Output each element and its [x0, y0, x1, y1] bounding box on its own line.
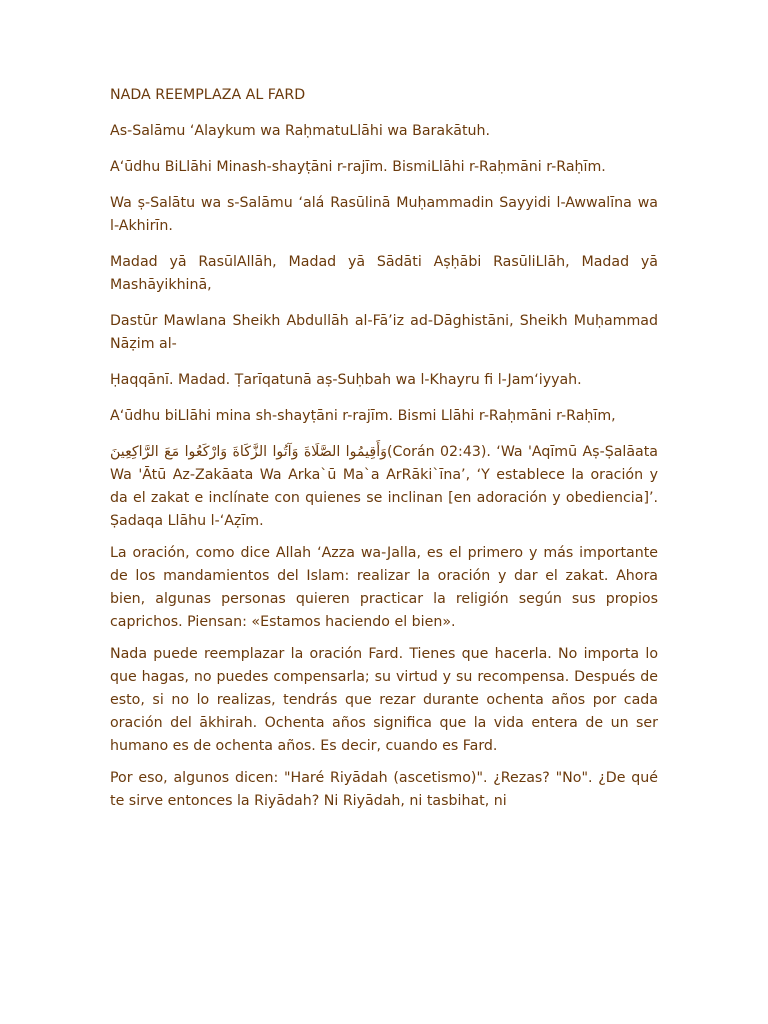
body-paragraph: Por eso, algunos dicen: "Haré Riyādah (ascetismo)". ¿Rezas? "No". ¿De qué te sirve entonces la Riyādah? Ni Riyādah, ni tasbihat, ni [110, 770, 658, 809]
body-paragraph: Nada puede reemplazar la oración Fard. Tienes que hacerla. No importa lo que hagas, no puedes compensarla; su virtud y su recompensa. Después de esto, si no lo realizas, tendrás que rezar durante ochenta años por cada oración del ākhirah. Ochenta años significa que la vida entera de un ser humano es de ochenta años. Es decir, cuando es Fard. [110, 646, 658, 754]
madad-paragraph: Madad yā RasūlAllāh, Madad yā Sādāti Aṣḥābi RasūliLlāh, Madad yā Mashāyikhinā, [110, 254, 658, 293]
greeting-paragraph: As-Salāmu ‘Alaykum wa RaḥmatuLlāhi wa Barakātuh. [110, 123, 491, 139]
body-paragraph: La oración, como dice Allah ‘Azza wa-Jalla, es el primero y más importante de los mandamientos del Islam: realizar la oración y dar el zakat. Ahora bien, algunas personas quieren practicar la religión según sus propios caprichos. Piensan: «Estamos haciendo el bien». [110, 545, 658, 630]
tariqa-paragraph: Ḥaqqānī. Madad. Ṭarīqatunā aṣ-Suḥbah wa l-Khayru fi l-Jam‘iyyah. [110, 372, 582, 388]
taawwudh-paragraph: A‘ūdhu BiLlāhi Minash-shayṭāni r-rajīm. BismiLlāhi r-Raḥmāni r-Raḥīm. [110, 159, 606, 175]
quran-arabic-text: وَأَقِيمُوا الصَّلَاةَ وَآتُوا الزَّكَاةَ وَارْكَعُوا مَعَ الرَّاكِعِينَ [110, 444, 387, 460]
quran-translation-text: (Corán 02:43). ‘Wa 'Aqīmū Aṣ-Ṣalāata Wa 'Ātū Az-Zakāata Wa Arka`ū Ma`a ArRāki`īna’, ‘Y establece la oración y da el zakat e inclínate con quienes se inclinan [en adoración y obediencia]’. Ṣadaqa Llāhu l-‘Aẓīm. [110, 444, 658, 529]
document-page [110, 84, 658, 826]
dastur-paragraph: Dastūr Mawlana Sheikh Abdullāh al-Fā’iz ad-Dāghistāni, Sheikh Muḥammad Nāẓim al- [110, 313, 658, 352]
quran-verse-paragraph [110, 441, 658, 533]
salawat-paragraph: Wa ṣ-Salātu wa s-Salāmu ‘alá Rasūlinā Muḥammadin Sayyidi l-Awwalīna wa l-Akhirīn. [110, 195, 658, 234]
bismillah-paragraph: A‘ūdhu biLlāhi mina sh-shayṭāni r-rajīm. Bismi Llāhi r-Raḥmāni r-Raḥīm, [110, 408, 616, 424]
document-title: NADA REEMPLAZA AL FARD [110, 87, 306, 103]
